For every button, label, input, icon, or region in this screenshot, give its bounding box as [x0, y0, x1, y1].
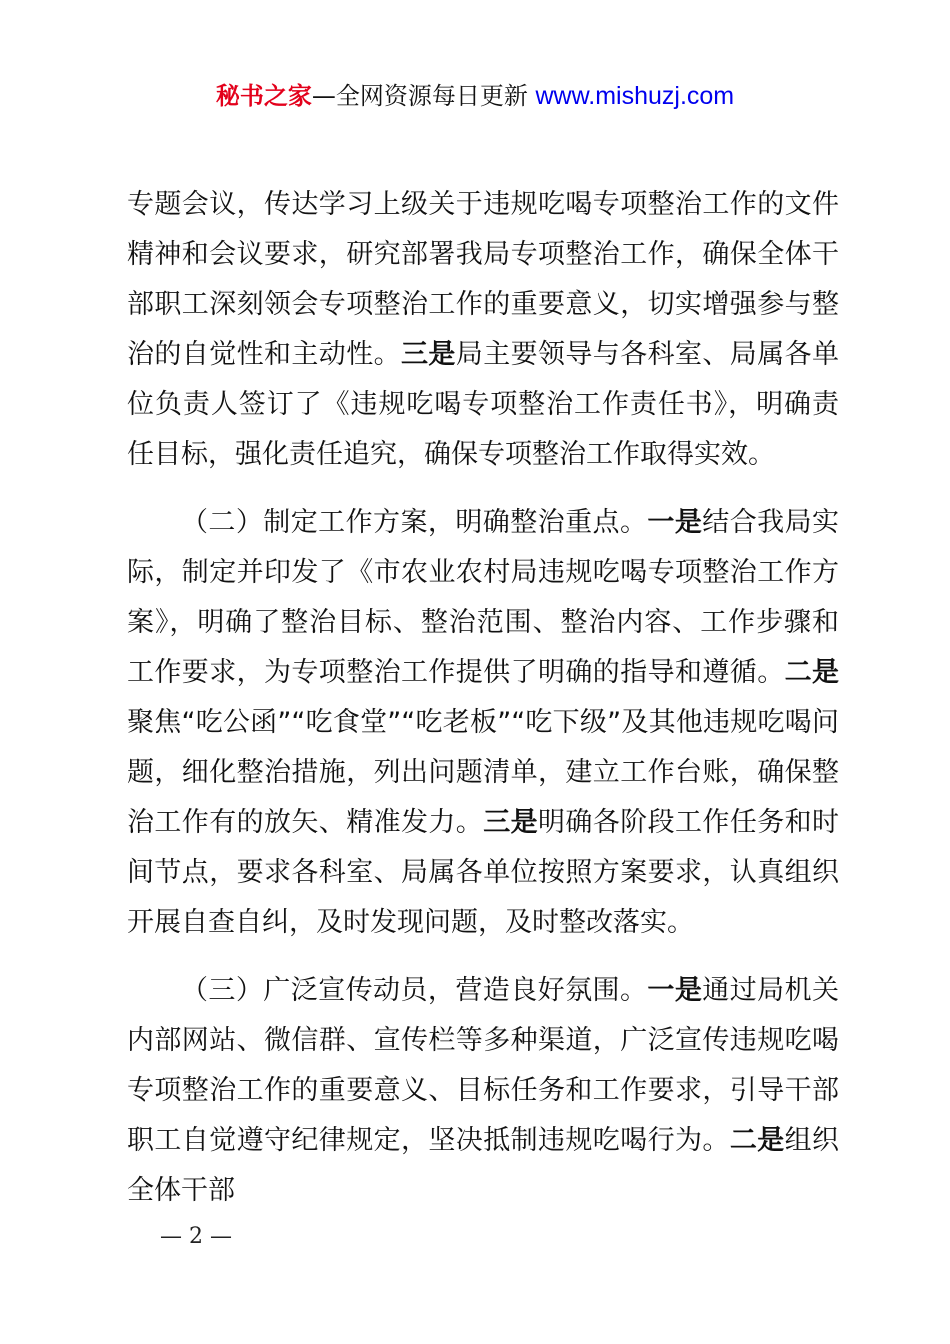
emphasis-label: 二是: [729, 1125, 785, 1156]
emphasis-label: 三是: [483, 807, 539, 838]
paragraph-text: 专题会议，传达学习上级关于违规吃喝专项整治工作的文件精神和会议要求，研究部署我局专项整治工作，确保全体干部职工深刻领会专项整治工作的重要意义，切实增强参与整治的自觉性和主动性。: [127, 189, 839, 370]
paragraph-text: 结合我局实际，制定并印发了《市农业农村局违规吃喝专项整治工作方案》，明确了整治目标、整治范围、整治内容、工作步骤和工作要求，为专项整治工作提供了明确的指导和遵循。: [127, 507, 840, 688]
paragraph-text: 通过局机关内部网站、微信群、宣传栏等多种渠道，广泛宣传违规吃喝专项整治工作的重要意义、目标任务和工作要求，引导干部职工自觉遵守纪律规定，坚决抵制违规吃喝行为。: [127, 975, 840, 1156]
header-slogan: —全网资源每日更新: [311, 82, 536, 110]
page-header: [0, 80, 950, 112]
body-paragraph: [127, 966, 839, 1216]
body-paragraph: [127, 498, 839, 948]
emphasis-label: 一是: [647, 507, 703, 538]
paragraph-text: 组织全体干部: [127, 1125, 840, 1206]
paragraph-text: 局主要领导与各科室、局属各单位负责人签订了《违规吃喝专项整治工作责任书》，明确责任目标，强化责任追究，确保专项整治工作取得实效。: [127, 339, 840, 470]
website-link[interactable]: www.mishuzj.com: [535, 82, 735, 110]
paragraph-text: （三）广泛宣传动员，营造良好氛围。: [181, 975, 648, 1006]
brand-name: 秘书之家: [215, 82, 312, 110]
paragraph-text: 聚焦“吃公函”“吃食堂”“吃老板”“吃下级”及其他违规吃喝问题，细化整治措施，列出问题清单，建立工作台账，确保整治工作有的放矢、精准发力。: [127, 707, 839, 838]
page-number: — 2 —: [160, 1224, 232, 1249]
emphasis-label: 一是: [647, 975, 703, 1006]
emphasis-label: 二是: [784, 657, 840, 688]
document-body: [127, 180, 839, 1234]
body-paragraph: [127, 180, 839, 480]
paragraph-text: 明确各阶段工作任务和时间节点，要求各科室、局属各单位按照方案要求，认真组织开展自查自纠，及时发现问题，及时整改落实。: [127, 807, 840, 938]
paragraph-text: （二）制定工作方案，明确整治重点。: [181, 507, 648, 538]
emphasis-label: 三是: [401, 339, 456, 370]
